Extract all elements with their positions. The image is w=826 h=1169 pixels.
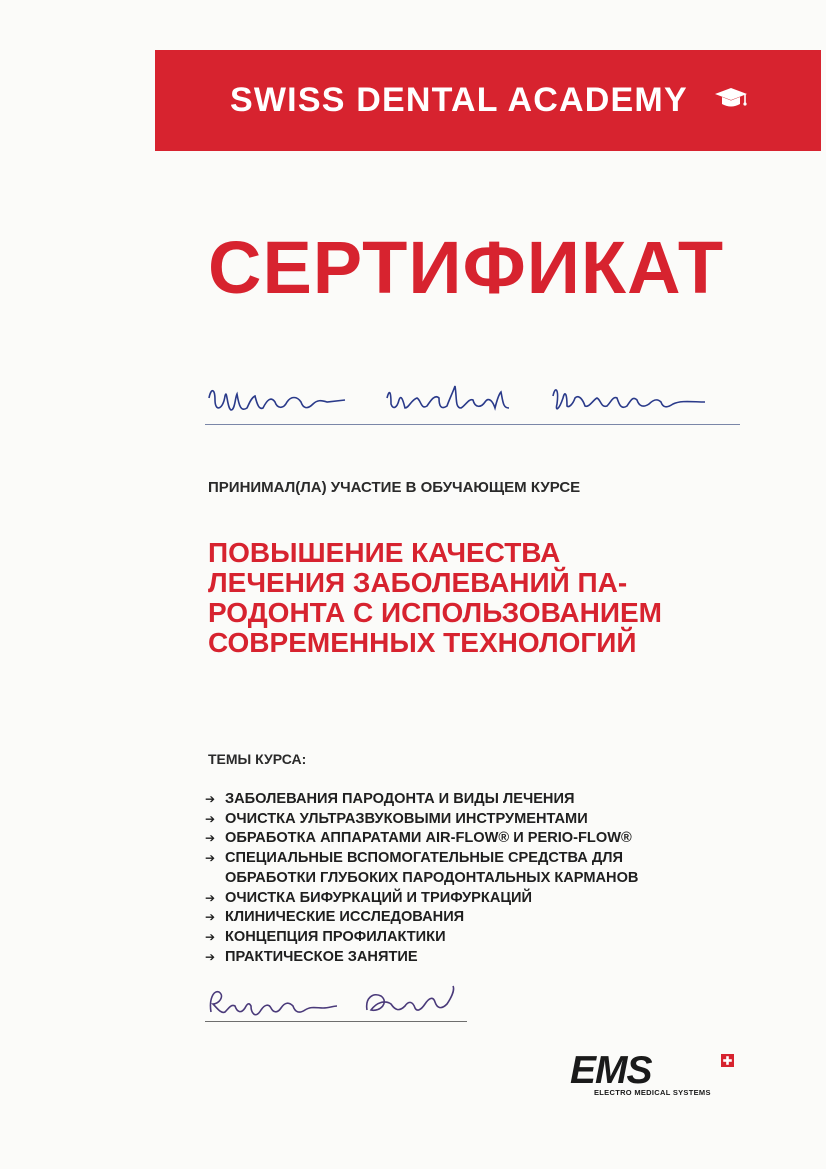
ems-logo-text: EMS	[570, 1049, 652, 1092]
instructor-signature	[205, 980, 475, 1030]
header-banner	[155, 50, 821, 151]
topic-item	[205, 829, 765, 849]
graduation-cap-icon	[713, 84, 749, 112]
topic-item-continuation	[205, 869, 765, 889]
topic-item	[205, 790, 765, 810]
topic-item	[205, 849, 765, 869]
arrow-icon: ➔	[205, 949, 216, 964]
arrow-icon: ➔	[205, 910, 216, 925]
arrow-icon: ➔	[205, 851, 216, 866]
course-title	[208, 538, 768, 658]
topic-item	[205, 948, 765, 968]
topic-text: КЛИНИЧЕСКИЕ ИССЛЕДОВАНИЯ	[225, 909, 465, 926]
course-title-line: ЛЕЧЕНИЯ ЗАБОЛЕВАНИЙ ПА-	[208, 567, 628, 598]
topic-item	[205, 908, 765, 928]
topics-list	[205, 790, 765, 967]
topic-text: СПЕЦИАЛЬНЫЕ ВСПОМОГАТЕЛЬНЫЕ СРЕДСТВА ДЛЯ	[225, 850, 624, 867]
recipient-signature-line	[205, 424, 740, 425]
topic-item	[205, 889, 765, 909]
ems-logo	[570, 1050, 740, 1100]
arrow-icon: ➔	[205, 890, 216, 905]
course-title-line: РОДОНТА С ИСПОЛЬЗОВАНИЕМ	[208, 597, 662, 628]
topic-text: ОБРАБОТКА АППАРАТАМИ AIR-FLOW® И PERIO-FLOW®	[225, 830, 632, 847]
academy-name: SWISS DENTAL ACADEMY	[230, 81, 688, 119]
topic-item	[205, 810, 765, 830]
topic-text: ОБРАБОТКИ ГЛУБОКИХ ПАРОДОНТАЛЬНЫХ КАРМАНОВ	[225, 869, 639, 886]
participation-text: ПРИНИМАЛ(ЛА) УЧАСТИЕ В ОБУЧАЮЩЕМ КУРСЕ	[208, 479, 581, 496]
topic-item	[205, 928, 765, 948]
topic-text: ПРАКТИЧЕСКОЕ ЗАНЯТИЕ	[225, 948, 418, 965]
topic-text: ЗАБОЛЕВАНИЯ ПАРОДОНТА И ВИДЫ ЛЕЧЕНИЯ	[225, 791, 575, 807]
topic-text: ОЧИСТКА БИФУРКАЦИЙ И ТРИФУРКАЦИЙ	[225, 889, 532, 906]
topic-text: КОНЦЕПЦИЯ ПРОФИЛАКТИКИ	[225, 928, 446, 945]
arrow-icon: ➔	[205, 811, 216, 826]
recipient-signature	[205, 378, 745, 430]
instructor-signature-line	[205, 1021, 467, 1022]
topics-heading: ТЕМЫ КУРСА:	[208, 751, 307, 767]
certificate-title: СЕРТИФИКАТ	[208, 226, 725, 309]
ems-logo-subtitle: ELECTRO MEDICAL SYSTEMS	[594, 1088, 711, 1097]
course-title-line: СОВРЕМЕННЫХ ТЕХНОЛОГИЙ	[208, 627, 637, 658]
arrow-icon: ➔	[205, 831, 216, 846]
arrow-icon: ➔	[205, 792, 216, 806]
course-title-line: ПОВЫШЕНИЕ КАЧЕСТВА	[208, 537, 561, 568]
topic-text: ОЧИСТКА УЛЬТРАЗВУКОВЫМИ ИНСТРУМЕНТАМИ	[225, 810, 588, 827]
arrow-icon: ➔	[205, 929, 216, 944]
swiss-cross-icon	[721, 1054, 734, 1067]
